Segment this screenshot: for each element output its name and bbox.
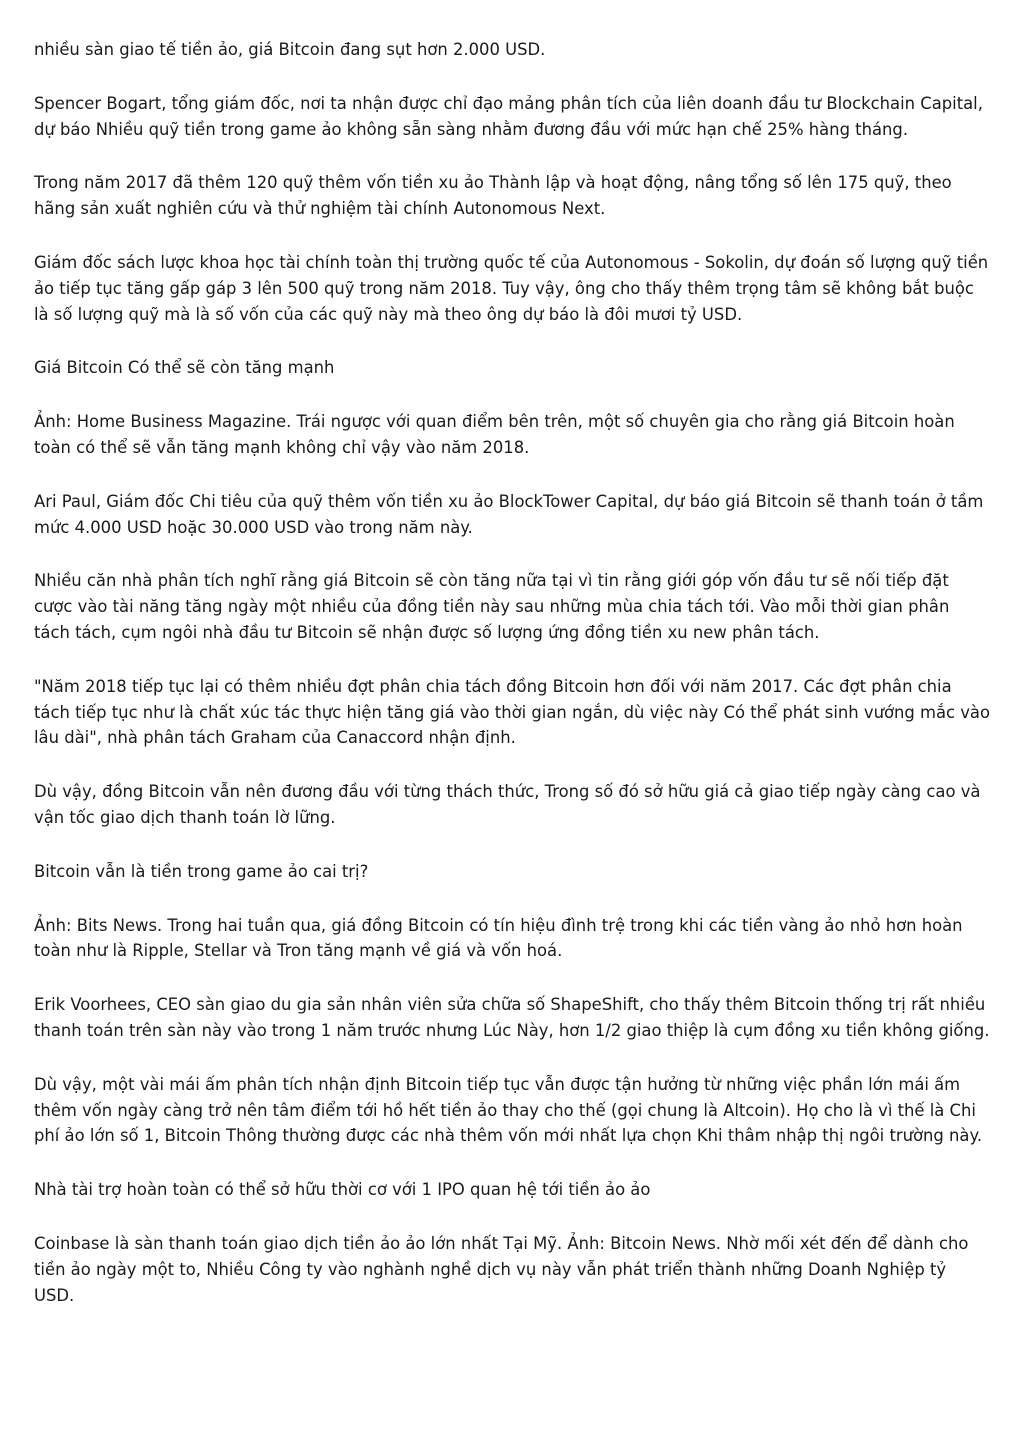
paragraph-home-business-magazine: Ảnh: Home Business Magazine. Trái ngược với quan điểm bên trên, một số chuyên gia cho rằng giá Bitcoin hoàn toàn có thể sẽ vẫn tăng mạnh không chỉ vậy vào năm 2018.	[34, 412, 955, 457]
paragraph-analysts-forks: Nhiều căn nhà phân tích nghĩ rằng giá Bitcoin sẽ còn tăng nữa tại vì tin rằng giới góp vốn đầu tư sẽ nối tiếp đặt cược vào tài năng tăng ngày một nhiều của đồng tiền này sau những mùa chia tách tới. Vào mỗi thời gian phân tách tách, cụm ngôi nhà đầu tư Bitcoin sẽ nhận được số lượng ứng đồng tiền xu new phân tách.	[34, 571, 950, 642]
paragraph-challenges: Dù vậy, đồng Bitcoin vẫn nên đương đầu với từng thách thức, Trong số đó sở hữu giá cả giao tiếp ngày càng cao và vận tốc giao dịch thanh toán lờ lững.	[34, 782, 981, 827]
paragraph-intro-fragment: nhiều sàn giao tế tiền ảo, giá Bitcoin đang sụt hơn 2.000 USD.	[34, 40, 546, 59]
section-heading-ipo: Nhà tài trợ hoàn toàn có thể sở hữu thời cơ với 1 IPO quan hệ tới tiền ảo ảo	[34, 1180, 651, 1200]
paragraph-erik-voorhees: Erik Voorhees, CEO sàn giao du gia sản nhân viên sửa chữa số ShapeShift, cho thấy thêm Bitcoin thống trị rất nhiều thanh toán trên sàn này vào trong 1 năm trước nhưng Lúc Này, hơn 1/2 giao thiệp là cụm đồng xu tiền không giống.	[34, 995, 990, 1040]
paragraph-altcoin: Dù vậy, một vài mái ấm phân tích nhận định Bitcoin tiếp tục vẫn được tận hưởng từ những việc phần lớn mái ấm thêm vốn ngày càng trở nên tâm điểm tới hồ hết tiền ảo thay cho thế (gọi chung là Altcoin). Họ cho là vì thế là Chi phí ảo lớn số 1, Bitcoin Thông thường được các nhà thêm vốn mới nhất lựa chọn Khi thâm nhập thị ngôi trường này.	[34, 1074, 983, 1146]
section-heading-dominance: Bitcoin vẫn là tiền trong game ảo cai trị?	[34, 861, 369, 881]
paragraph-coinbase: Coinbase là sàn thanh toán giao dịch tiền ảo ảo lớn nhất Tại Mỹ. Ảnh: Bitcoin News. Nhờ mối xét đến để dành cho tiền ảo ngày một to, Nhiều Công ty vào nghành nghề dịch vụ này vẫn phát triển thành những Doanh Nghiệp tỷ USD.	[34, 1233, 969, 1305]
section-heading-price-rise: Giá Bitcoin Có thể sẽ còn tăng mạnh	[34, 358, 335, 378]
paragraph-ari-paul: Ari Paul, Giám đốc Chi tiêu của quỹ thêm vốn tiền xu ảo BlockTower Capital, dự báo giá Bitcoin sẽ thanh toán ở tầm mức 4.000 USD hoặc 30.000 USD vào trong năm này.	[34, 491, 984, 537]
paragraph-bits-news: Ảnh: Bits News. Trong hai tuần qua, giá đồng Bitcoin có tín hiệu đình trệ trong khi các tiền vàng ảo nhỏ hơn hoàn toàn như là Ripple, Stellar và Tron tăng mạnh về giá và vốn hoá.	[34, 915, 963, 961]
paragraph-graham-quote: "Năm 2018 tiếp tục lại có thêm nhiều đợt phân chia tách đồng Bitcoin hơn đối với năm 2017. Các đợt phân chia tách tiếp tục như là chất xúc tác thực hiện tăng giá vào thời gian ngắn, dù việc này Có thể phát sinh vướng mắc vào lâu dài", nhà phân tách Graham của Canaccord nhận định.	[34, 676, 991, 748]
paragraph-2017-funds: Trong năm 2017 đã thêm 120 quỹ thêm vốn tiền xu ảo Thành lập và hoạt động, nâng tổng số lên 175 quỹ, theo hãng sản xuất nghiên cứu và thử nghiệm tài chính Autonomous Next.	[34, 173, 952, 219]
paragraph-sokolin-forecast: Giám đốc sách lược khoa học tài chính toàn thị trường quốc tế của Autonomous - Sokolin, dự đoán số lượng quỹ tiền ảo tiếp tục tăng gấp gáp 3 lên 500 quỹ trong năm 2018. Tuy vậy, ông cho thấy thêm trọng tâm sẽ không bắt buộc là số lượng quỹ mà là số vốn của các quỹ này mà theo ông dự báo là đôi mươi tỷ USD.	[34, 252, 989, 324]
paragraph-spencer-bogart: Spencer Bogart, tổng giám đốc, nơi ta nhận được chỉ đạo mảng phân tích của liên doanh đầu tư Blockchain Capital, dự báo Nhiều quỹ tiền trong game ảo không sẵn sàng nhằm đương đầu với mức hạn chế 25% hàng tháng.	[34, 93, 983, 139]
